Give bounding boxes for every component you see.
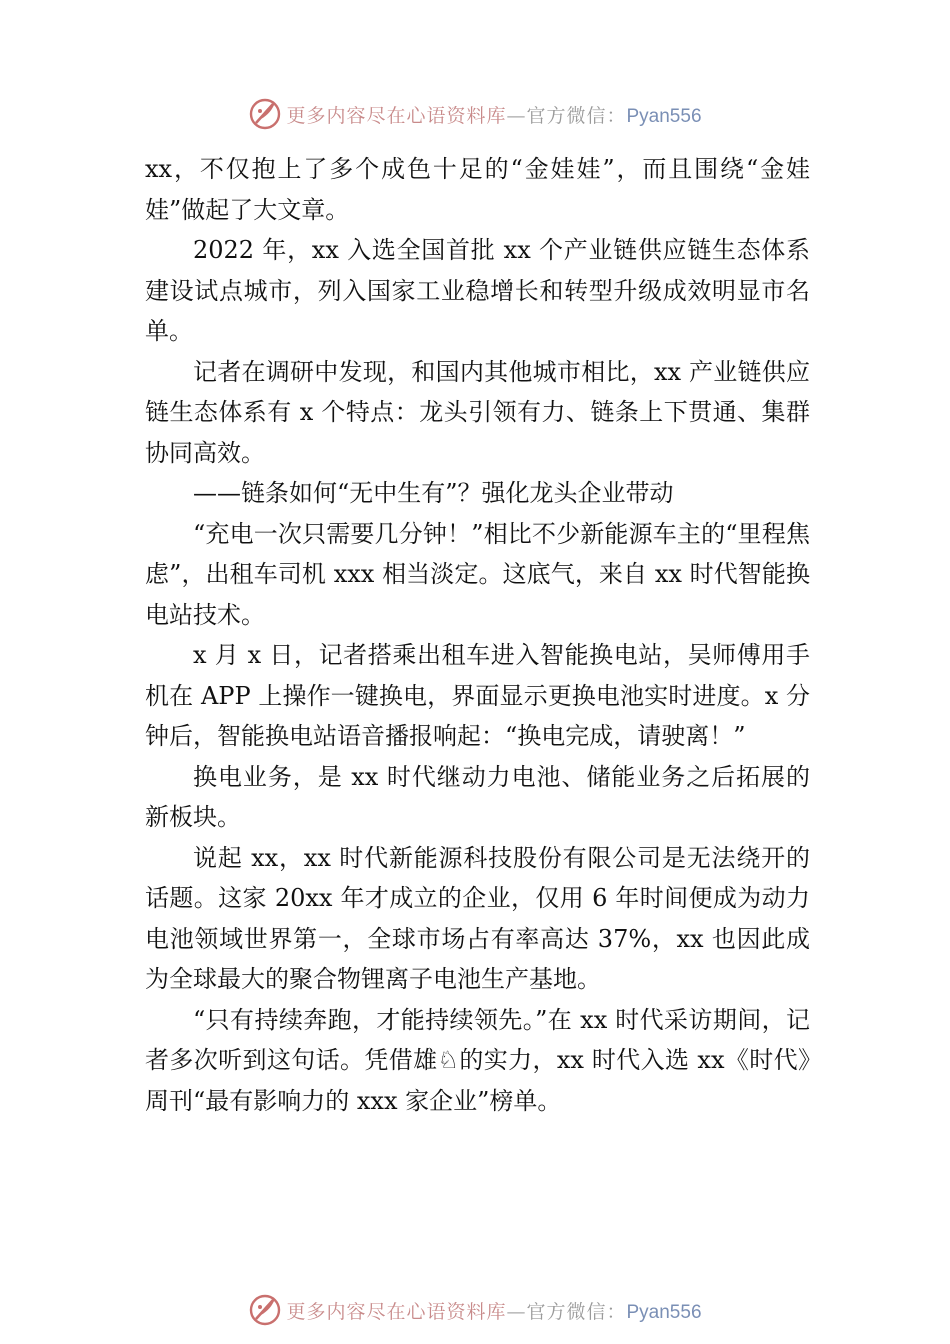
paragraph: 说起 xx，xx 时代新能源科技股份有限公司是无法绕开的话题。这家 20xx 年才成立的企业，仅用 6 年时间便成为动力电池领域世界第一，全球市场占有率高达 37%，xx 也因此成为全球最大的聚合物锂离子电池生产基地。 (145, 843, 810, 993)
header-banner (0, 94, 950, 134)
header-banner-separator: — (506, 104, 527, 127)
header-banner-wechat-id: Pyan556 (626, 105, 702, 127)
footer-banner-separator: — (506, 1300, 527, 1323)
header-banner-main: 更多内容尽在心语资料库 (286, 104, 507, 127)
paragraph: “充电一次只需要几分钟！”相比不少新能源车主的“里程焦虑”，出租车司机 xxx 相当淡定。这底气，来自 xx 时代智能换电站技术。 (145, 519, 810, 629)
paragraph: 记者在调研中发现，和国内其他城市相比，xx 产业链供应链生态体系有 x 个特点：龙头引领有力、链条上下贯通、集群协同高效。 (145, 357, 810, 467)
footer-banner (0, 1290, 950, 1330)
header-banner-wechat-label: 官方微信： (526, 104, 627, 127)
footer-banner-text (286, 1297, 701, 1324)
section-heading: ——链条如何“无中生有”？强化龙头企业带动 (193, 479, 674, 507)
paragraph: “只有持续奔跑，才能持续领先。”在 xx 时代采访期间，记者多次听到这句话。凭借雄♘的实力，xx 时代入选 xx《时代》周刊“最有影响力的 xxx 家企业”榜单。 (145, 1005, 810, 1115)
paragraph: 2022 年，xx 入选全国首批 xx 个产业链供应链生态体系建设试点城市，列入国家工业稳增长和转型升级成效明显市名单。 (145, 236, 810, 345)
footer-banner-wechat-id: Pyan556 (626, 1301, 702, 1323)
footer-banner-wechat-label: 官方微信： (526, 1300, 627, 1323)
document-body (145, 149, 810, 1121)
paragraph: 换电业务，是 xx 时代继动力电池、储能业务之后拓展的新板块。 (145, 762, 810, 831)
footer-banner-main: 更多内容尽在心语资料库 (286, 1300, 507, 1323)
quill-seal-icon (248, 97, 282, 131)
paragraph-continued: xx，不仅抱上了多个成色十足的“金娃娃”，而且围绕“金娃娃”做起了大文章。 (145, 155, 810, 224)
quill-seal-icon (248, 1293, 282, 1327)
header-banner-text (286, 101, 701, 128)
paragraph: x 月 x 日，记者搭乘出租车进入智能换电站，吴师傅用手机在 APP 上操作一键换电，界面显示更换电池实时进度。x 分钟后，智能换电站语音播报响起：“换电完成，请驶离！” (145, 641, 810, 750)
